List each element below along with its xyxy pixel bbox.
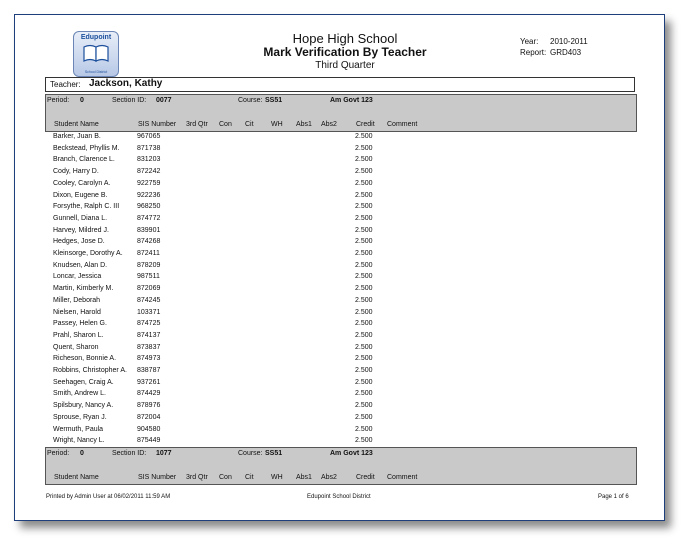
period-label: Period: — [47, 450, 70, 457]
sis-number: 878209 — [137, 261, 161, 269]
credit-value: 2.500 — [355, 331, 373, 339]
report-page — [14, 14, 665, 521]
student-name: Miller, Deborah — [53, 296, 101, 304]
table-row — [45, 295, 635, 307]
col-con: Con — [219, 474, 232, 481]
col-abs1: Abs1 — [296, 121, 312, 128]
credit-value: 2.500 — [355, 378, 373, 386]
sis-number: 872411 — [137, 250, 160, 257]
credit-value: 2.500 — [355, 238, 373, 246]
table-row — [45, 178, 635, 190]
table-row — [45, 283, 635, 295]
student-name: Seehagen, Craig A. — [53, 378, 114, 386]
year-value: 2010-2011 — [550, 37, 588, 46]
printed-by: Printed by Admin User at 06/02/2011 11:59 AM — [46, 494, 171, 500]
credit-value: 2.500 — [355, 261, 373, 269]
col-abs1: Abs1 — [296, 474, 312, 481]
credit-value: 2.500 — [355, 296, 373, 304]
credit-value: 2.500 — [355, 390, 373, 398]
sis-number: 874973 — [137, 355, 161, 363]
col-sis-number: SIS Number — [138, 121, 177, 128]
credit-value: 2.500 — [355, 203, 373, 211]
student-name: Forsythe, Ralph C. III — [53, 203, 120, 211]
section-label: Section ID: — [112, 97, 147, 104]
section-header — [45, 94, 637, 132]
credit-value: 2.500 — [355, 226, 373, 234]
table-row — [45, 190, 635, 202]
table-row — [45, 271, 635, 283]
sis-number: 874725 — [137, 320, 161, 328]
student-name: Cooley, Carolyn A. — [53, 179, 111, 187]
col-abs2: Abs2 — [321, 474, 337, 481]
period-value: 0 — [80, 97, 84, 104]
credit-value: 2.500 — [355, 191, 373, 199]
table-row — [45, 131, 635, 143]
table-row — [45, 424, 635, 436]
sis-number: 872069 — [137, 285, 161, 293]
table-row — [45, 342, 635, 354]
student-name: Quent, Sharon — [53, 343, 99, 351]
col-con: Con — [219, 121, 232, 128]
student-name: Gunnell, Diana L. — [53, 214, 108, 222]
table-row — [45, 213, 635, 225]
sis-number: 937261 — [137, 378, 161, 386]
table-row — [45, 400, 635, 412]
credit-value: 2.500 — [355, 250, 373, 257]
credit-value: 2.500 — [355, 308, 373, 316]
sis-number: 874245 — [137, 296, 161, 304]
course-code: SS51 — [265, 450, 283, 457]
edupoint-logo — [73, 31, 119, 77]
sis-number: 874268 — [137, 238, 161, 246]
sis-number: 922759 — [137, 179, 161, 187]
report-code: GRD403 — [550, 48, 582, 57]
student-name: Martin, Kimberly M. — [53, 285, 114, 293]
sis-number: 874772 — [137, 214, 161, 222]
student-name: Passey, Helen G. — [53, 320, 107, 328]
col-comment: Comment — [387, 474, 418, 481]
school-name: Hope High School — [292, 31, 398, 46]
student-name: Spilsbury, Nancy A. — [53, 402, 114, 410]
student-name: Branch, Clarence L. — [53, 156, 115, 164]
credit-value: 2.500 — [355, 156, 373, 164]
teacher-name: Jackson, Kathy — [89, 78, 163, 89]
sis-number: 875449 — [137, 437, 161, 445]
credit-value: 2.500 — [355, 343, 373, 351]
col-3rd-qtr: 3rd Qtr — [186, 474, 208, 481]
credit-value: 2.500 — [355, 214, 373, 222]
credit-value: 2.500 — [355, 179, 373, 187]
credit-value: 2.500 — [355, 320, 373, 328]
col-comment: Comment — [387, 121, 418, 128]
table-row — [45, 377, 635, 389]
student-name: Wermuth, Paula — [53, 425, 104, 433]
course-label: Course: — [238, 97, 263, 104]
table-row — [45, 154, 635, 166]
credit-value: 2.500 — [355, 367, 373, 374]
col-wh: WH — [271, 121, 283, 128]
section-label: Section ID: — [112, 450, 147, 457]
col-cit: Cit — [245, 474, 254, 481]
col-student-name: Student Name — [54, 474, 99, 481]
sis-number: 873837 — [137, 343, 161, 351]
col-wh: WH — [271, 474, 283, 481]
logo-brand: Edupoint — [80, 34, 112, 41]
table-row — [45, 166, 635, 178]
sis-number: 103371 — [137, 308, 161, 316]
sis-number: 871738 — [137, 144, 161, 152]
report-title: Mark Verification By Teacher — [263, 45, 427, 59]
table-row — [45, 201, 635, 213]
student-name: Dixon, Eugene B. — [53, 191, 108, 199]
student-name: Hedges, Jose D. — [53, 238, 105, 246]
student-name: Wright, Nancy L. — [53, 437, 105, 445]
teacher-box — [45, 77, 635, 92]
table-row — [45, 388, 635, 400]
period-label: Period: — [47, 97, 70, 104]
sis-number: 874429 — [137, 390, 161, 398]
col-3rd-qtr: 3rd Qtr — [186, 121, 208, 128]
student-name: Sprouse, Ryan J. — [53, 413, 107, 421]
table-row — [45, 435, 635, 447]
student-name: Nielsen, Harold — [53, 308, 101, 316]
book-icon — [74, 44, 118, 67]
credit-value: 2.500 — [355, 425, 373, 433]
sis-number: 967065 — [137, 133, 161, 140]
sis-number: 878976 — [137, 402, 161, 410]
student-name: Kleinsorge, Dorothy A. — [53, 250, 123, 257]
sis-number: 831203 — [137, 156, 161, 164]
col-credit: Credit — [356, 474, 375, 481]
table-row — [45, 318, 635, 330]
credit-value: 2.500 — [355, 168, 373, 176]
section-id: 1077 — [156, 450, 172, 457]
credit-value: 2.500 — [355, 133, 373, 140]
student-name: Prahl, Sharon L. — [53, 331, 104, 339]
table-row — [45, 307, 635, 319]
table-row — [45, 365, 635, 377]
col-sis-number: SIS Number — [138, 474, 177, 481]
section-id: 0077 — [156, 97, 172, 104]
credit-value: 2.500 — [355, 355, 373, 363]
student-name: Cody, Harry D. — [53, 168, 99, 176]
student-name: Loncar, Jessica — [53, 273, 102, 281]
col-abs2: Abs2 — [321, 121, 337, 128]
table-row — [45, 330, 635, 342]
table-row — [45, 412, 635, 424]
course-code: SS51 — [265, 97, 283, 104]
col-cit: Cit — [245, 121, 254, 128]
credit-value: 2.500 — [355, 402, 373, 410]
col-student-name: Student Name — [54, 121, 99, 128]
page-number: Page 1 of 6 — [598, 494, 629, 500]
col-credit: Credit — [356, 121, 375, 128]
quarter-label: Third Quarter — [315, 60, 375, 71]
credit-value: 2.500 — [355, 285, 373, 293]
sis-number: 839901 — [137, 226, 161, 234]
student-name: Beckstead, Phyllis M. — [53, 144, 120, 152]
table-row — [45, 225, 635, 237]
year-label: Year: — [520, 37, 539, 46]
sis-number: 872004 — [137, 413, 161, 421]
course-name: Am Govt 123 — [330, 97, 373, 104]
table-row — [45, 260, 635, 272]
credit-value: 2.500 — [355, 273, 373, 281]
table-row — [45, 143, 635, 155]
student-name: Barker, Juan B. — [53, 133, 101, 140]
sis-number: 872242 — [137, 168, 161, 176]
period-value: 0 — [80, 450, 84, 457]
district-name: Edupoint School District — [307, 494, 371, 500]
sis-number: 968250 — [137, 203, 161, 211]
logo-subtitle: School District — [84, 70, 108, 74]
report-label: Report: — [520, 48, 547, 57]
table-row — [45, 248, 635, 260]
table-row — [45, 236, 635, 248]
student-name: Harvey, Mildred J. — [53, 226, 109, 234]
section-header — [45, 447, 637, 485]
student-name: Smith, Andrew L. — [53, 390, 106, 398]
course-label: Course: — [238, 450, 263, 457]
sis-number: 838787 — [137, 367, 161, 374]
student-name: Knudsen, Alan D. — [53, 261, 108, 269]
student-name: Robbins, Christopher A. — [53, 367, 127, 374]
sis-number: 874137 — [137, 331, 161, 339]
course-name: Am Govt 123 — [330, 450, 373, 457]
credit-value: 2.500 — [355, 413, 373, 421]
sis-number: 904580 — [137, 425, 161, 433]
credit-value: 2.500 — [355, 144, 373, 152]
table-row — [45, 353, 635, 365]
credit-value: 2.500 — [355, 437, 373, 445]
teacher-label: Teacher: — [50, 80, 81, 89]
sis-number: 922236 — [137, 191, 161, 199]
sis-number: 987511 — [137, 273, 160, 281]
student-name: Richeson, Bonnie A. — [53, 355, 117, 363]
